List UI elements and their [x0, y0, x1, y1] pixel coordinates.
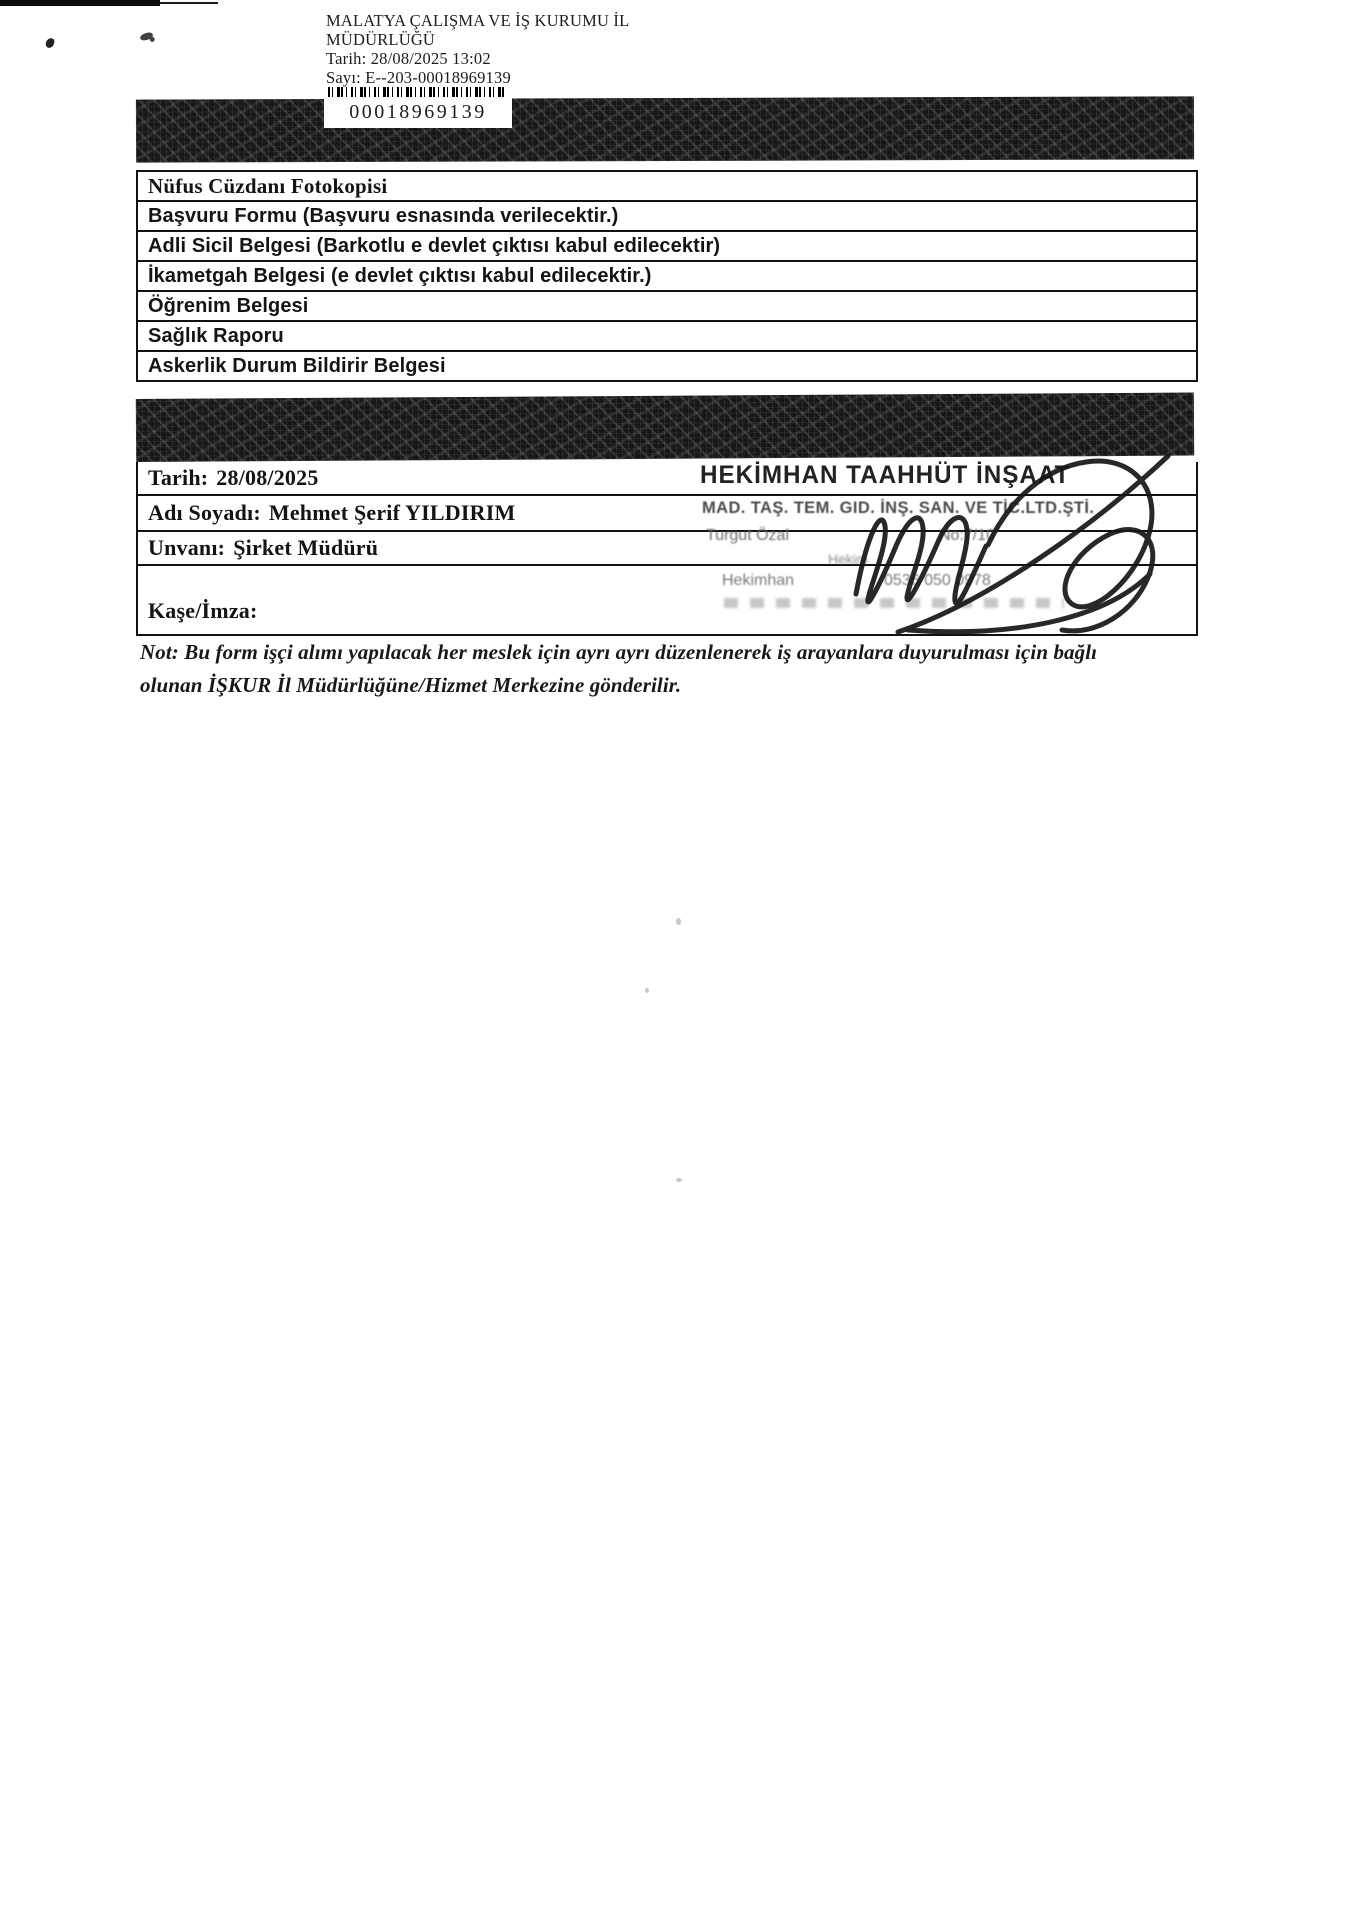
scan-edge-artifact-line — [160, 2, 218, 4]
redaction-bar-top — [136, 96, 1194, 162]
checklist-item: Askerlik Durum Bildirir Belgesi — [138, 352, 1196, 382]
footer-note-line2: olunan İŞKUR İl Müdürlüğüne/Hizmet Merkezine gönderilir. — [140, 673, 682, 697]
barcode — [328, 87, 504, 97]
name-value: Mehmet Şerif YILDIRIM — [268, 500, 516, 525]
letterhead — [326, 11, 629, 87]
dust-speck — [676, 918, 681, 925]
stamp-faint-line: Hekim — [828, 551, 868, 567]
dust-speck — [676, 1178, 682, 1182]
note-text-line1: Bu form işçi alımı yapılacak her meslek için ayrı ayrı düzenlenerek iş arayanlara duyurulması için bağlı — [184, 640, 1098, 664]
scan-edge-artifact — [0, 0, 160, 6]
title-value: Şirket Müdürü — [233, 535, 379, 560]
org-name-line2: MÜDÜRLÜĞÜ — [326, 30, 436, 49]
checklist-item: İkametgah Belgesi (e devlet çıktısı kabul edilecektir.) — [138, 262, 1196, 292]
stamp-label: Kaşe/İmza: — [148, 598, 258, 623]
header-number: Sayı: E--203-00018969139 — [326, 68, 511, 87]
name-label: Adı Soyadı: — [148, 500, 261, 525]
checklist-item: Öğrenim Belgesi — [138, 292, 1196, 322]
checklist-item: Adli Sicil Belgesi (Barkotlu e devlet çıktısı kabul edilecektir) — [138, 232, 1196, 262]
checklist-item: Nüfus Cüzdanı Fotokopisi — [138, 172, 1196, 202]
required-documents-table — [136, 170, 1198, 382]
stamp-phone: 0536 050 0978 — [884, 572, 991, 589]
date-label: Tarih: — [148, 465, 209, 490]
ink-speck — [45, 37, 56, 49]
stamp-address-left: Turgut Özal — [706, 527, 789, 544]
date-value: 28/08/2025 — [216, 465, 319, 490]
checklist-item: Sağlık Raporu — [138, 322, 1196, 352]
barcode-number: 00018969139 — [324, 97, 512, 128]
ink-speck — [139, 32, 153, 42]
dust-speck — [645, 988, 649, 993]
stamp-town: Hekimhan — [722, 572, 795, 589]
stamp-address-right: No:7/10 — [939, 527, 996, 544]
checklist-item: Başvuru Formu (Başvuru esnasında verilecektir.) — [138, 202, 1196, 232]
signature-scrawl — [838, 442, 1183, 647]
stamp-company-type: MAD. TAŞ. TEM. GID. İNŞ. SAN. VE TİC.LTD.ŞTİ. — [702, 499, 1095, 517]
title-label: Unvanı: — [148, 535, 226, 560]
note-label: Not: — [140, 640, 179, 664]
org-name-line1: MALATYA ÇALIŞMA VE İŞ KURUMU İL — [326, 11, 630, 30]
stamp-company-name: HEKİMHAN TAAHHÜT İNŞAAT — [700, 461, 1071, 489]
header-date: Tarih: 28/08/2025 13:02 — [326, 49, 491, 68]
